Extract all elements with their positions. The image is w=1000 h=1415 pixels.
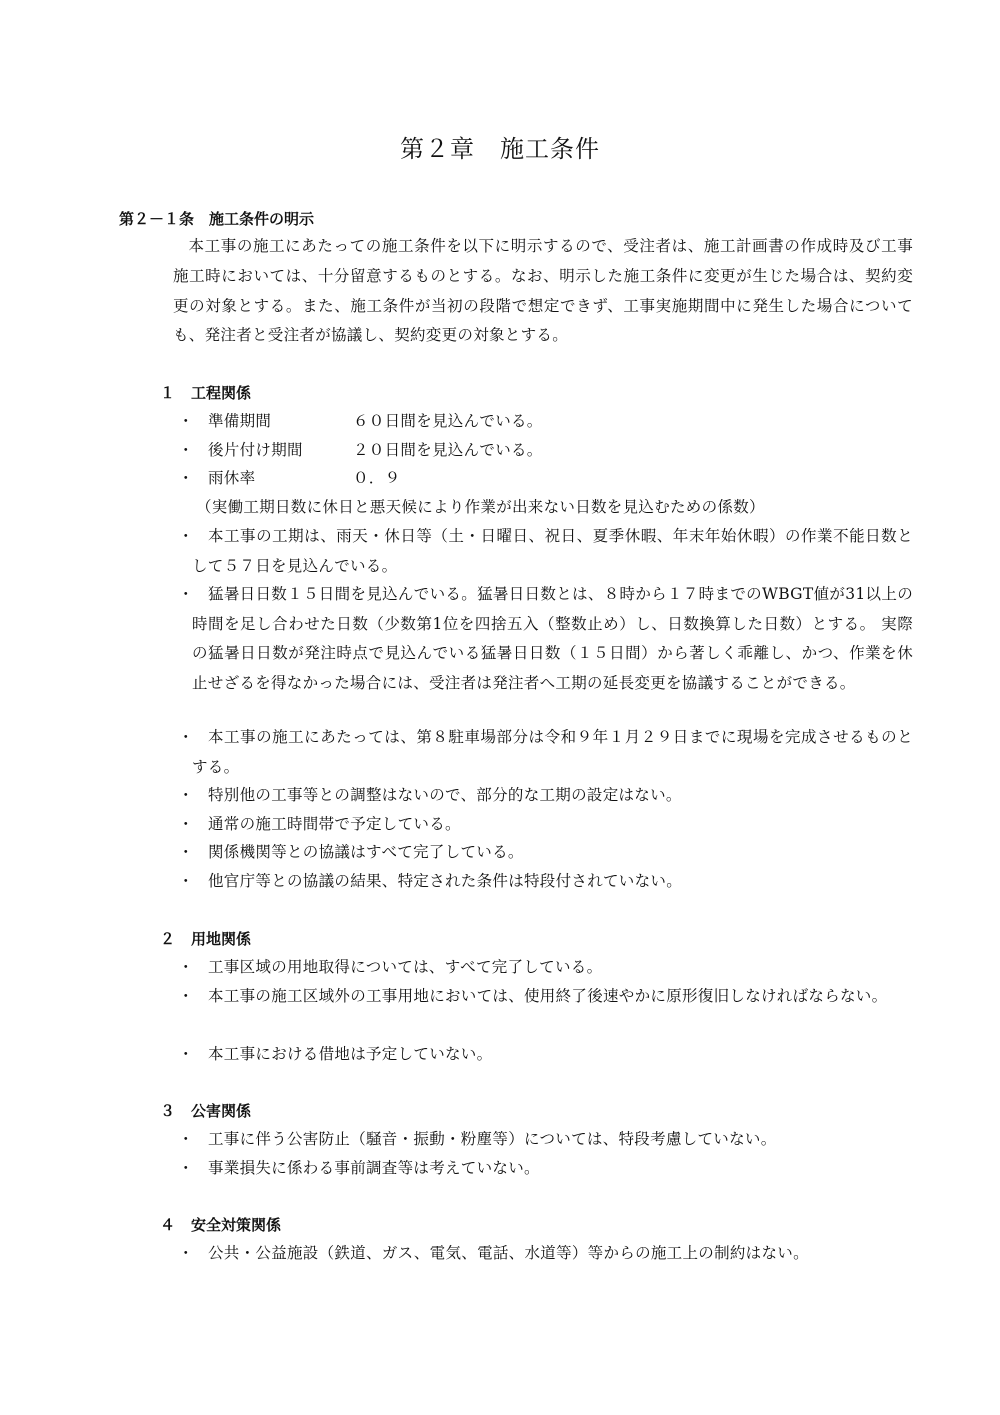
section-title: 公害関係 bbox=[191, 1102, 252, 1120]
list-item bbox=[178, 953, 913, 983]
list-item bbox=[178, 867, 913, 897]
bullet: ・ bbox=[178, 728, 194, 746]
list-item bbox=[178, 1239, 913, 1269]
section-heading-pollution bbox=[160, 1099, 251, 1123]
item-value: ２０日間を見込んでいる。 bbox=[353, 441, 543, 459]
section-heading-land bbox=[160, 927, 251, 951]
list-item bbox=[178, 522, 913, 581]
list-item bbox=[178, 838, 913, 868]
list-item bbox=[178, 436, 913, 466]
bullet: ・ bbox=[178, 1130, 194, 1148]
item-value: ０．９ bbox=[353, 469, 401, 487]
list-item bbox=[178, 1040, 913, 1070]
item-text: 本工事における借地は予定していない。 bbox=[208, 1045, 493, 1063]
item-text: 公共・公益施設（鉄道、ガス、電気、電話、水道等）等からの施工上の制約はない。 bbox=[208, 1244, 809, 1262]
article-intro: 本工事の施工にあたっての施工条件を以下に明示するので、受注者は、施工計画書の作成時及び工事施工時においては、十分留意するものとする。なお、明示した施工条件に変更が生じた場合は、契約変更の対象とする。また、施工条件が当初の段階で想定できず、工事実施期間中に発生した場合についても、発注者と受注者が協議し、契約変更の対象とする。 bbox=[173, 237, 913, 345]
bullet: ・ bbox=[178, 1159, 194, 1177]
article-title: 第２－１条 施工条件の明示 bbox=[119, 210, 315, 228]
item-text: 猛暑日日数１５日間を見込んでいる。猛暑日日数とは、８時から１７時までのWBGT値が31以上の時間を足し合わせた日数（少数第1位を四捨五入（整数止め）し、日数換算した日数）とする。 実際の猛暑日日数が発注時点で見込んでいる猛暑日日数（１５日間）から著しく乖離し、かつ、作業を休止せざるを得なかった場合には、受注者は発注者へ工期の延長変更を協議することができる。 bbox=[192, 585, 913, 692]
item-text: 通常の施工時間帯で予定している。 bbox=[208, 815, 461, 833]
bullet: ・ bbox=[178, 469, 194, 487]
section-title: 用地関係 bbox=[191, 930, 252, 948]
list-item bbox=[178, 781, 913, 811]
chapter-title: 第２章 施工条件 bbox=[400, 135, 600, 163]
item-text: 本工事の施工にあたっては、第８駐車場部分は令和９年１月２９日までに現場を完成させるものとする。 bbox=[192, 728, 913, 776]
bullet: ・ bbox=[178, 527, 194, 545]
item-label: 雨休率 bbox=[208, 469, 256, 487]
bullet: ・ bbox=[178, 872, 194, 890]
section-heading-schedule bbox=[160, 381, 251, 405]
item-text: 本工事の工期は、雨天・休日等（土・日曜日、祝日、夏季休暇、年末年始休暇）の作業不能日数として５７日を見込んでいる。 bbox=[192, 527, 913, 575]
list-item bbox=[178, 580, 913, 698]
list-item bbox=[178, 723, 913, 782]
item-label: 準備期間 bbox=[208, 412, 272, 430]
section-title: 安全対策関係 bbox=[191, 1216, 282, 1234]
bullet: ・ bbox=[178, 815, 194, 833]
bullet: ・ bbox=[178, 1244, 194, 1262]
item-text: 特別他の工事等との調整はないので、部分的な工期の設定はない。 bbox=[208, 786, 682, 804]
section-number: ４ bbox=[160, 1216, 176, 1234]
bullet: ・ bbox=[178, 412, 194, 430]
item-label: 後片付け期間 bbox=[208, 441, 303, 459]
item-text: 他官庁等との協議の結果、特定された条件は特段付されていない。 bbox=[208, 872, 683, 890]
list-item bbox=[178, 982, 913, 1012]
item-text: 関係機関等との協議はすべて完了している。 bbox=[208, 843, 524, 861]
item-text: 工事区域の用地取得については、すべて完了している。 bbox=[208, 958, 603, 976]
section-number: ３ bbox=[160, 1102, 176, 1120]
section-number: １ bbox=[160, 384, 176, 402]
bullet: ・ bbox=[178, 987, 194, 1005]
bullet: ・ bbox=[178, 1045, 194, 1063]
bullet: ・ bbox=[178, 585, 194, 603]
list-item bbox=[178, 464, 913, 494]
section-heading-safety bbox=[160, 1213, 281, 1237]
section-title: 工程関係 bbox=[191, 384, 252, 402]
item-text: 本工事の施工区域外の工事用地においては、使用終了後速やかに原形復旧しなければならない。 bbox=[208, 987, 888, 1005]
list-item bbox=[178, 810, 913, 840]
bullet: ・ bbox=[178, 441, 194, 459]
list-item bbox=[178, 1154, 913, 1184]
bullet: ・ bbox=[178, 843, 194, 861]
list-item bbox=[178, 407, 913, 437]
item-text: 事業損失に係わる事前調査等は考えていない。 bbox=[208, 1159, 540, 1177]
bullet: ・ bbox=[178, 958, 194, 976]
item-value: ６０日間を見込んでいる。 bbox=[353, 412, 543, 430]
rain-rate-note: （実働工期日数に休日と悪天候により作業が出来ない日数を見込むための係数） bbox=[196, 498, 765, 516]
section-number: ２ bbox=[160, 930, 176, 948]
bullet: ・ bbox=[178, 786, 194, 804]
item-text: 工事に伴う公害防止（騒音・振動・粉塵等）については、特段考慮していない。 bbox=[208, 1130, 777, 1148]
list-item bbox=[178, 1125, 913, 1155]
